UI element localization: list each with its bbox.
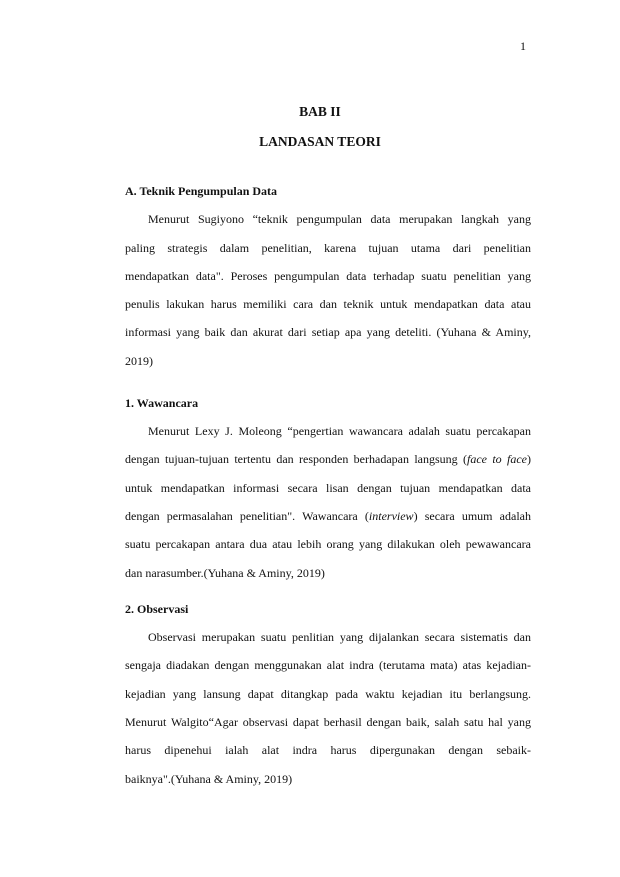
paragraph-line: Menurut Walgito“Agar observasi dapat berhasil dengan baik, salah satu hal yang [125,715,531,729]
paragraph-line: Menurut Lexy J. Moleong “pengertian wawancara adalah suatu percakapan [148,424,531,438]
paragraph-line: paling strategis dalam penelitian, karena tujuan utama dari penelitian [125,241,531,255]
paragraph-line: dan narasumber.(Yuhana & Aminy, 2019) [125,566,325,580]
paragraph-line: baiknya".(Yuhana & Aminy, 2019) [125,772,293,786]
paragraph-line [125,452,531,466]
text-run: ) [527,452,532,466]
subsection-2-heading: 2. Observasi [125,602,189,616]
text-run: dengan permasalahan penelitian". Wawancara ( [125,509,369,523]
subsection-1-heading: 1. Wawancara [125,396,199,410]
chapter-number: BAB II [299,104,341,119]
paragraph-line: 2019) [125,354,153,368]
italic-term: face to face [467,452,528,466]
italic-term: interview [368,509,414,523]
paragraph-line: kejadian yang lansung dapat ditangkap pada waktu kejadian itu berlangsung. [125,687,531,701]
text-run: ) secara umum adalah [413,509,531,523]
page-number: 1 [520,39,526,53]
paragraph-line: suatu percakapan antara dua atau lebih orang yang dilakukan oleh pewawancara [125,537,531,551]
paragraph-line: mendapatkan data". Perоses pengumpulan data terhadap suatu penelitian yang [125,269,531,283]
text-run: dengan tujuan-tujuan tertentu dan responden berhadapan langsung ( [125,452,467,466]
paragraph-line: Observasi merupakan suatu penlitian yang dijalankan secara sistematis dan [148,630,531,644]
section-a-heading: A. Teknik Pengumpulan Data [125,184,278,198]
paragraph-line: penulis lakukan harus memiliki cara dan teknik untuk mendapatkan data atau [125,297,531,311]
paragraph-line: informasi yang baik dan akurat dari setiap apa yang deteliti. (Yuhana & Aminy, [125,325,531,339]
paragraph-line [125,509,531,523]
paragraph-line: Menurut Sugiyono “teknik pengumpulan data merupakan langkah yang [148,212,531,226]
chapter-title: LANDASAN TEORI [259,134,381,149]
paragraph-line: sengaja diadakan dengan menggunakan alat indra (terutama mata) atas kejadian- [125,658,531,672]
paragraph-line: harus dipenehui ialah alat indra harus dipergunakan dengan sebaik- [125,743,531,757]
paragraph-line: untuk mendapatkan informasi secara lisan dengan tujuan mendapatkan data [125,481,531,495]
